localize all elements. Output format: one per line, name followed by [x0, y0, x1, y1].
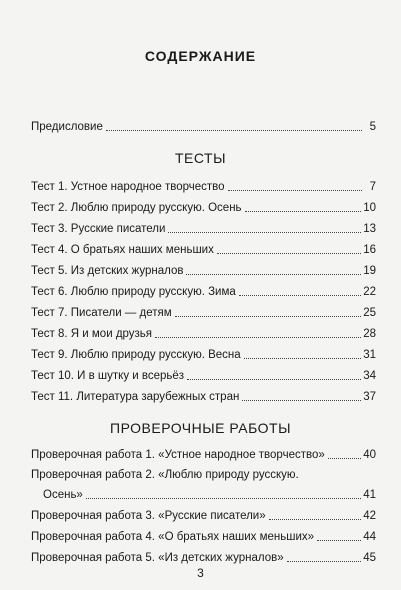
entry-label: Тест 5. Из детских журналов	[31, 265, 184, 277]
page-number: 3	[197, 566, 204, 580]
entry-label: Тест 8. Я и мои друзья	[31, 328, 153, 340]
toc-entry-check[interactable]	[31, 547, 376, 565]
entry-page: 37	[363, 391, 376, 403]
entry-label: Проверочная работа 3. «Русские писатели»	[31, 510, 266, 522]
entry-label: Проверочная работа 4. «О братьях наших меньших»	[31, 531, 315, 543]
entry-page: 34	[363, 370, 376, 382]
entry-page: 16	[363, 244, 376, 256]
entry-label: Тест 3. Русские писатели	[31, 223, 166, 235]
dot-leader	[239, 295, 361, 296]
dot-leader	[86, 498, 361, 499]
entry-label: Проверочная работа 1. «Устное народное творчество»	[31, 449, 325, 461]
toc-entry-check[interactable]	[31, 505, 376, 523]
toc-entry-test[interactable]	[31, 218, 376, 236]
page-title: СОДЕРЖАНИЕ	[144, 48, 257, 64]
entry-label: Проверочная работа 5. «Из детских журналов»	[31, 552, 284, 564]
dot-leader	[175, 316, 362, 317]
dot-leader	[187, 379, 361, 380]
entry-page: 7	[369, 181, 376, 193]
toc-entry-test[interactable]	[31, 260, 376, 278]
toc-entry-test[interactable]	[31, 239, 376, 257]
entry-label: Тест 6. Люблю природу русскую. Зима	[31, 286, 236, 298]
entry-label: Предисловие	[31, 121, 103, 133]
dot-leader	[242, 400, 361, 401]
dot-leader	[186, 274, 361, 275]
entry-label: Тест 1. Устное народное творчество	[31, 181, 225, 193]
toc-entry-test[interactable]	[31, 281, 376, 299]
entry-page: 10	[363, 202, 376, 214]
toc-entry-test[interactable]	[31, 386, 376, 404]
dot-leader	[244, 358, 362, 359]
entry-page: 25	[363, 307, 376, 319]
dot-leader	[317, 540, 361, 541]
toc-entry-check[interactable]	[31, 444, 376, 462]
toc-entry-test[interactable]	[31, 323, 376, 341]
dot-leader	[168, 232, 361, 233]
toc-entry-test[interactable]	[31, 302, 376, 320]
entry-page: 41	[363, 489, 376, 501]
entry-page: 22	[363, 286, 376, 298]
entry-label: Тест 9. Люблю природу русскую. Весна	[31, 349, 241, 361]
toc-entry-test[interactable]	[31, 344, 376, 362]
entry-page: 13	[363, 223, 376, 235]
dot-leader	[217, 253, 361, 254]
entry-page: 5	[369, 121, 376, 133]
entry-label: Тест 4. О братьях наших меньших	[31, 244, 214, 256]
entry-page: 28	[363, 328, 376, 340]
entry-label: Тест 11. Литература зарубежных стран	[31, 391, 240, 403]
checks-heading: ПРОВЕРОЧНЫЕ РАБОТЫ	[110, 420, 291, 436]
entry-page: 40	[363, 449, 376, 461]
toc-entry-preface[interactable]	[31, 116, 376, 134]
entry-page: 42	[363, 510, 376, 522]
toc-entry-test[interactable]	[31, 365, 376, 383]
tests-heading: ТЕСТЫ	[175, 150, 226, 166]
toc-entry-check[interactable]	[31, 468, 376, 502]
entry-label: Проверочная работа 2. «Люблю природу русскую.	[31, 469, 299, 481]
entry-label-continuation: Осень»	[43, 489, 83, 501]
entry-page: 45	[363, 552, 376, 564]
toc-entry-test[interactable]	[31, 176, 376, 194]
entry-label: Тест 7. Писатели — детям	[31, 307, 172, 319]
dot-leader	[245, 211, 362, 212]
entry-page: 44	[363, 531, 376, 543]
dot-leader	[228, 190, 362, 191]
toc-entry-check[interactable]	[31, 526, 376, 544]
dot-leader	[106, 130, 362, 131]
dot-leader	[269, 519, 362, 520]
dot-leader	[155, 337, 361, 338]
dot-leader	[328, 458, 361, 459]
entry-label: Тест 10. И в шутку и всерьёз	[31, 370, 185, 382]
toc-entry-test[interactable]	[31, 197, 376, 215]
entry-page: 31	[363, 349, 376, 361]
entry-page: 19	[363, 265, 376, 277]
dot-leader	[287, 561, 362, 562]
entry-label: Тест 2. Люблю природу русскую. Осень	[31, 202, 242, 214]
